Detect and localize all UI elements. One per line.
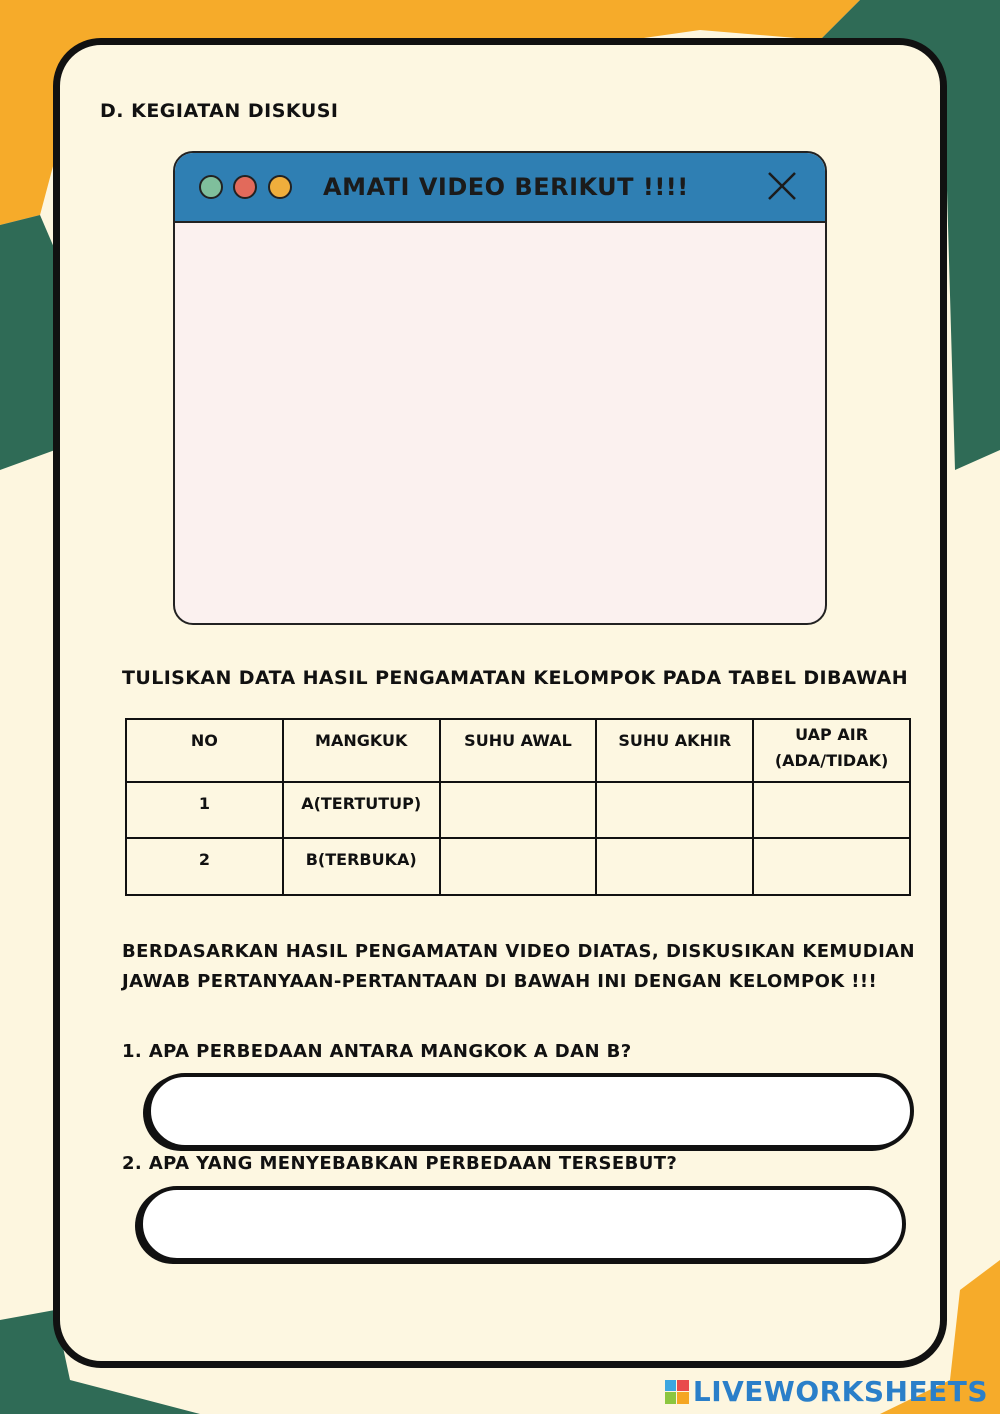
instruction-text: BERDASARKAN HASIL PENGAMATAN VIDEO DIATAS, DISKUSIKAN KEMUDIAN JAWAB PERTANYAAN-PERTANTAAN DI BAWAH INI DENGAN KELOMPOK !!! [122, 941, 915, 992]
cell-mangkuk: A(TERTUTUP) [283, 782, 440, 839]
cell-uap-air-input[interactable] [753, 838, 910, 895]
cell-suhu-akhir-input[interactable] [596, 782, 753, 839]
section-title: D. KEGIATAN DISKUSI [100, 100, 339, 122]
header-suhu-akhir: SUHU AKHIR [596, 719, 753, 782]
video-window [173, 151, 827, 625]
brand-logo-icon [665, 1380, 689, 1404]
header-mangkuk: MANGKUK [283, 719, 440, 782]
question-2: 2. APA YANG MENYEBABKAN PERBEDAAN TERSEBUT? [122, 1153, 678, 1174]
cell-mangkuk: B(TERBUKA) [283, 838, 440, 895]
table-row [126, 838, 910, 895]
table-heading: TULISKAN DATA HASIL PENGAMATAN KELOMPOK PADA TABEL DIBAWAH [122, 667, 909, 689]
brand-text: LIVEWORKSHEETS [692, 1375, 988, 1408]
red-dot-icon [233, 175, 257, 199]
cell-suhu-awal-input[interactable] [440, 782, 597, 839]
yellow-dot-icon [268, 175, 292, 199]
observation-table [125, 718, 911, 896]
table-row [126, 782, 910, 839]
header-suhu-awal: SUHU AWAL [440, 719, 597, 782]
green-dot-icon [199, 175, 223, 199]
cell-no: 1 [126, 782, 283, 839]
answer-1-input[interactable] [147, 1073, 914, 1149]
cell-suhu-awal-input[interactable] [440, 838, 597, 895]
video-window-title: AMATI VIDEO BERIKUT !!!! [323, 173, 689, 201]
cell-uap-air-input[interactable] [753, 782, 910, 839]
brand-watermark [665, 1375, 988, 1408]
close-icon[interactable] [765, 169, 799, 203]
video-player-area[interactable] [175, 223, 825, 623]
header-no: NO [126, 719, 283, 782]
question-1: 1. APA PERBEDAAN ANTARA MANGKOK A DAN B? [122, 1041, 632, 1062]
cell-no: 2 [126, 838, 283, 895]
header-uap-air: UAP AIR (ADA/TIDAK) [753, 719, 910, 782]
answer-2-input[interactable] [139, 1186, 906, 1262]
cell-suhu-akhir-input[interactable] [596, 838, 753, 895]
video-window-titlebar [175, 153, 825, 223]
table-header-row [126, 719, 910, 782]
